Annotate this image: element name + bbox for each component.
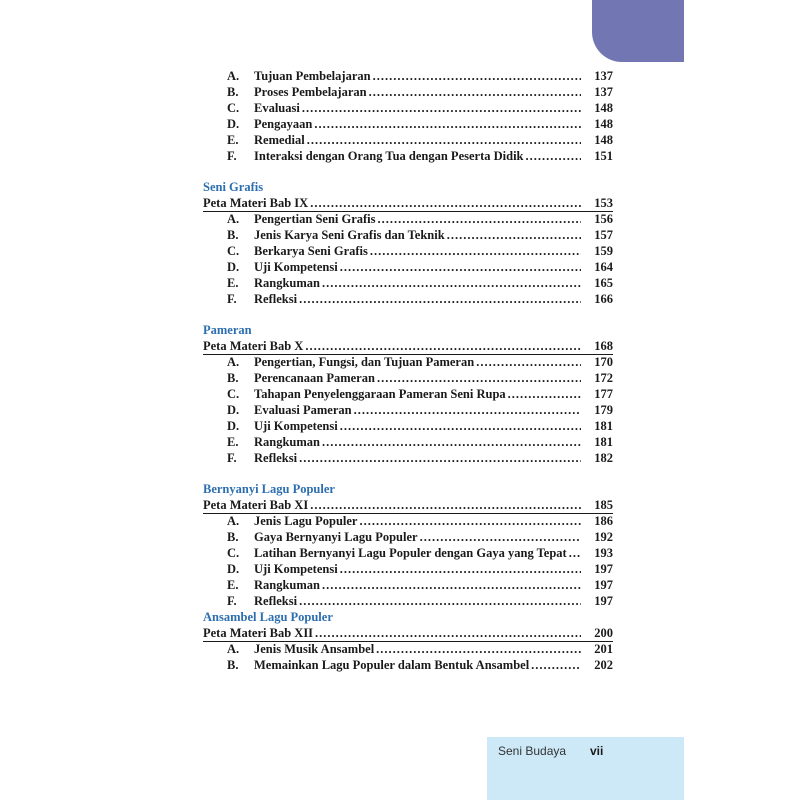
toc-entry[interactable] (227, 100, 613, 116)
dot-leader (314, 116, 581, 132)
toc-entry[interactable] (227, 259, 613, 275)
toc-entry-page: 181 (594, 419, 613, 433)
toc-entry-title: Refleksi (254, 451, 298, 465)
toc-entry-letter: B. (227, 658, 239, 672)
dot-leader (373, 68, 581, 84)
toc-entry[interactable] (227, 243, 613, 259)
dot-leader (340, 561, 581, 577)
dot-leader (377, 370, 581, 386)
dot-leader (376, 641, 581, 657)
dot-leader (378, 211, 581, 227)
toc-entry-page: 148 (594, 101, 613, 115)
toc-chapter-map[interactable] (203, 497, 613, 513)
toc-entry-page: 193 (594, 546, 613, 560)
toc-entry-page: 151 (594, 149, 613, 163)
toc-entry[interactable] (227, 291, 613, 307)
dot-leader (310, 195, 581, 211)
toc-entry[interactable] (227, 132, 613, 148)
toc-entry-title: Uji Kompetensi (254, 562, 338, 576)
toc-entry-page: 179 (594, 403, 613, 417)
toc-entry-title: Interaksi dengan Orang Tua dengan Peserta Didik (254, 149, 524, 163)
toc-entry-title: Perencanaan Pameran (254, 371, 375, 385)
toc-entry-title: Peta Materi Bab X (203, 339, 304, 353)
toc-entry[interactable] (227, 275, 613, 291)
toc-entry-letter: E. (227, 276, 239, 290)
dot-leader (302, 100, 581, 116)
toc-entry[interactable] (227, 84, 613, 100)
toc-chapter-map[interactable] (203, 338, 613, 354)
toc-entry[interactable] (227, 641, 613, 657)
toc-entry-page: 186 (594, 514, 613, 528)
toc-entry-title: Jenis Musik Ansambel (254, 642, 375, 656)
toc-entry-title: Rangkuman (254, 578, 320, 592)
toc-entry[interactable] (227, 545, 613, 561)
toc-entry-page: 202 (594, 658, 613, 672)
toc-entry-page: 165 (594, 276, 613, 290)
toc-entry-page: 137 (594, 69, 613, 83)
dot-leader (299, 450, 581, 466)
toc-entry-letter: D. (227, 403, 240, 417)
dot-leader (354, 402, 581, 418)
toc-entry-title: Pengertian Seni Grafis (254, 212, 376, 226)
footer-book-title: Seni Budaya (498, 744, 567, 758)
dot-leader (305, 338, 581, 354)
dot-leader (340, 259, 581, 275)
toc-entry-title: Jenis Karya Seni Grafis dan Teknik (254, 228, 445, 242)
toc-entry-letter: D. (227, 260, 240, 274)
toc-entry[interactable] (227, 227, 613, 243)
toc-entry[interactable] (227, 402, 613, 418)
toc-entry-page: 153 (594, 196, 613, 210)
toc-entry-page: 156 (594, 212, 613, 226)
toc-entry-page: 170 (594, 355, 613, 369)
toc-entry-page: 137 (594, 85, 613, 99)
toc-entry-letter: E. (227, 435, 239, 449)
toc-entry-title: Tahapan Penyelenggaraan Pameran Seni Rupa (254, 387, 506, 401)
toc-entry-title: Refleksi (254, 292, 298, 306)
toc-entry-page: 192 (594, 530, 613, 544)
section-heading: Ansambel Lagu Populer (203, 610, 333, 624)
toc-entry-page: 200 (594, 626, 613, 640)
toc-entry-title: Proses Pembelajaran (254, 85, 367, 99)
toc-entry[interactable] (227, 561, 613, 577)
dot-leader (299, 291, 581, 307)
toc-entry-page: 182 (594, 451, 613, 465)
dot-leader (369, 84, 581, 100)
toc-entry[interactable] (227, 418, 613, 434)
toc-entry-letter: F. (227, 292, 237, 306)
toc-entry-letter: A. (227, 212, 240, 226)
toc-entry-letter: C. (227, 101, 240, 115)
toc-entry-page: 172 (594, 371, 613, 385)
dot-leader (360, 513, 582, 529)
toc-chapter-map[interactable] (203, 195, 613, 211)
toc-entry[interactable] (227, 386, 613, 402)
toc-entry[interactable] (227, 657, 613, 673)
toc-entry-letter: F. (227, 451, 237, 465)
toc-entry-letter: E. (227, 578, 239, 592)
toc-entry-letter: C. (227, 244, 240, 258)
section-heading: Bernyanyi Lagu Populer (203, 482, 335, 496)
toc-entry-page: 166 (594, 292, 613, 306)
toc-entry-letter: A. (227, 355, 240, 369)
toc-entry-page: 177 (594, 387, 613, 401)
toc-entry-letter: C. (227, 387, 240, 401)
toc-entry-letter: B. (227, 371, 239, 385)
dot-leader (420, 529, 581, 545)
toc-entry[interactable] (227, 68, 613, 84)
section-heading: Seni Grafis (203, 180, 264, 194)
toc-entry-letter: B. (227, 530, 239, 544)
toc-entry-title: Berkarya Seni Grafis (254, 244, 368, 258)
toc-entry-title: Peta Materi Bab XI (203, 498, 309, 512)
dot-leader (315, 625, 581, 641)
toc-entry-page: 148 (594, 117, 613, 131)
toc-chapter-map[interactable] (203, 625, 613, 641)
toc-entry-page: 168 (594, 339, 613, 353)
toc-entry-page: 181 (594, 435, 613, 449)
toc-entry[interactable] (227, 577, 613, 593)
toc-entry-letter: E. (227, 133, 239, 147)
toc-entry-letter: F. (227, 594, 237, 608)
toc-entry-title: Rangkuman (254, 435, 320, 449)
toc-entry-letter: B. (227, 85, 239, 99)
dot-leader (476, 354, 581, 370)
toc-entry-title: Evaluasi (254, 101, 300, 115)
section-heading: Pameran (203, 323, 252, 337)
toc-entry-letter: A. (227, 514, 240, 528)
toc-entry-title: Uji Kompetensi (254, 419, 338, 433)
toc-entry-title: Refleksi (254, 594, 298, 608)
dot-leader (322, 275, 581, 291)
toc-entry-page: 148 (594, 133, 613, 147)
dot-leader (447, 227, 581, 243)
toc-entry-letter: B. (227, 228, 239, 242)
dot-leader (526, 148, 582, 164)
dot-leader (299, 593, 581, 609)
toc-entry[interactable] (227, 513, 613, 529)
toc-entry-letter: D. (227, 419, 240, 433)
toc-entry-page: 197 (594, 594, 613, 608)
toc-entry[interactable] (227, 370, 613, 386)
dot-leader (310, 497, 581, 513)
toc-entry-title: Rangkuman (254, 276, 320, 290)
toc-entry-letter: D. (227, 117, 240, 131)
toc-entry-page: 185 (594, 498, 613, 512)
toc-entry-page: 197 (594, 562, 613, 576)
toc-entry-letter: D. (227, 562, 240, 576)
toc-entry-title: Pengertian, Fungsi, dan Tujuan Pameran (254, 355, 475, 369)
dot-leader (322, 434, 581, 450)
toc-entry-title: Memainkan Lagu Populer dalam Bentuk Ansambel (254, 658, 530, 672)
dot-leader (569, 545, 581, 561)
toc-entry-letter: C. (227, 546, 240, 560)
dot-leader (322, 577, 581, 593)
toc-entry-title: Remedial (254, 133, 305, 147)
dot-leader (340, 418, 581, 434)
toc-entry-letter: A. (227, 69, 240, 83)
toc-entry[interactable] (227, 148, 613, 164)
toc-entry-page: 164 (594, 260, 613, 274)
toc-entry-title: Peta Materi Bab XII (203, 626, 314, 640)
toc-entry[interactable] (227, 354, 613, 370)
toc-entry-title: Tujuan Pembelajaran (254, 69, 371, 83)
toc-entry[interactable] (227, 593, 613, 609)
toc-entry-title: Gaya Bernyanyi Lagu Populer (254, 530, 418, 544)
toc-entry-title: Latihan Bernyanyi Lagu Populer dengan Gaya yang Tepat (254, 546, 567, 560)
dot-leader (307, 132, 581, 148)
dot-leader (508, 386, 581, 402)
toc-entry-page: 197 (594, 578, 613, 592)
toc-entry[interactable] (227, 116, 613, 132)
toc-entry-title: Uji Kompetensi (254, 260, 338, 274)
toc-entry[interactable] (227, 434, 613, 450)
toc-entry-page: 157 (594, 228, 613, 242)
toc-entry-page: 159 (594, 244, 613, 258)
toc-entry[interactable] (227, 529, 613, 545)
dot-leader (370, 243, 581, 259)
toc-entry-letter: F. (227, 149, 237, 163)
toc-entry[interactable] (227, 450, 613, 466)
toc-entry-title: Evaluasi Pameran (254, 403, 352, 417)
toc-entry-title: Jenis Lagu Populer (254, 514, 358, 528)
footer-page-number: vii (590, 744, 604, 758)
toc-entry-letter: A. (227, 642, 240, 656)
toc-entry[interactable] (227, 211, 613, 227)
toc-entry-page: 201 (594, 642, 613, 656)
dot-leader (531, 657, 581, 673)
toc-entry-title: Peta Materi Bab IX (203, 196, 309, 210)
toc-entry-title: Pengayaan (254, 117, 313, 131)
